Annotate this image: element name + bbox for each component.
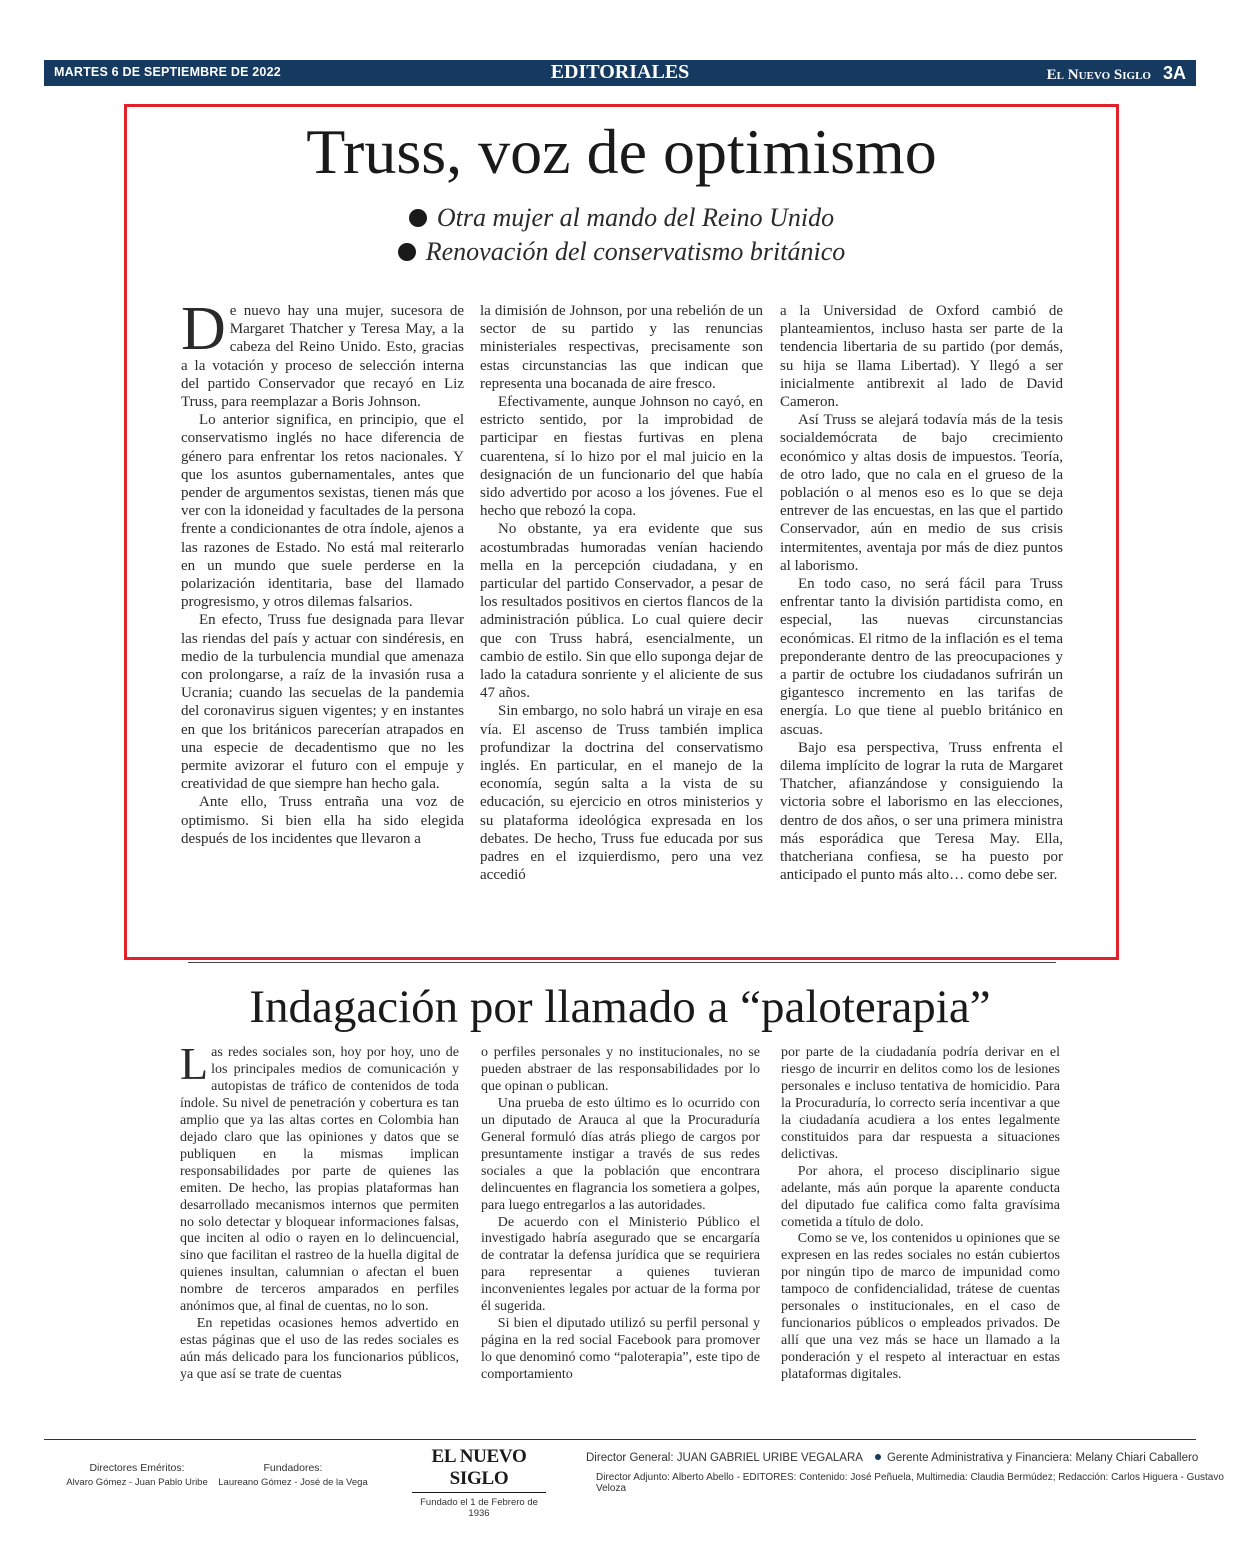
- paragraph: En efecto, Truss fue designada para llevar las riendas del país y actuar con sindéresis, en medio de la turbulencia mundial que amenaza con prolongarse, a raíz de la invasión rusa a Ucrania; cuando las secuelas de la pandemia del coronavirus siguen vigentes; y en instantes en que los británicos parecerían atrapados en una especie de decadentismo que no les permite avizorar el futuro con el empuje y creatividad de que siempre han hecho gala.: [181, 612, 464, 793]
- bullet-icon: [398, 243, 416, 261]
- paragraph: [181, 295, 464, 411]
- header-date: MARTES 6 DE SEPTIEMBRE DE 2022: [54, 65, 281, 79]
- paragraph: En todo caso, no será fácil para Truss enfrentar tanto la división partidista como, en especial, las nuevas circunstancias económicas. El ritmo de la inflación es el tema preponderante dentro de las preocupaciones y a partir de octubre los ciudadanos sufrirán un gigantesco incremento en las tarifas de energía. Lo que tiene al pueblo británico en ascuas.: [780, 576, 1063, 738]
- founders-label: Fundadores:: [263, 1462, 323, 1474]
- page-number: 3A: [1162, 63, 1186, 83]
- directors-names: Alvaro Gómez - Juan Pablo Uribe: [66, 1477, 208, 1488]
- second-article-column-3: [781, 1045, 1060, 1405]
- header-brand: El Nuevo Siglo: [1046, 67, 1151, 83]
- header-brand-group: [1047, 63, 1186, 84]
- manager: Gerente Administrativa y Financiera: Melany Chiari Caballero: [886, 1452, 1199, 1464]
- director-general: Director General: JUAN GABRIEL URIBE VEGALARA: [586, 1452, 863, 1464]
- paragraph: o perfiles personales y no institucionales, no se pueden abstraer de las responsabilidades por lo que opinan o publican.: [481, 1045, 760, 1094]
- second-article-column-2: [481, 1045, 760, 1405]
- editors-line: Director Adjunto: Alberto Abello - EDITORES: Contenido: José Peñuela, Multimedia: Claudia Bermúdez; Redacción: Carlos Higuera - Gustavo Veloza: [596, 1472, 1224, 1494]
- dropcap: D: [181, 295, 226, 363]
- editorial-title: Truss, voz de optimismo: [306, 116, 937, 187]
- founders-block: [218, 1462, 368, 1488]
- page-header-bar: [44, 60, 1196, 86]
- paragraph-text: as redes sociales son, hoy por hoy, uno de los principales medios de comunicación y autopistas de tráfico de contenidos de toda índole. Su nivel de penetración y cobertura es tan amplio que ya las altas cortes en Colombia han dejado claro que las opiniones y datos que se publiquen en la mismas implican responsabilidades por parte de quienes las emiten. De hecho, las propias plataformas han desarrollado mecanismos internos que permiten no solo detectar y bloquear informaciones falsas, que inciten al odio o rayen en lo delincuencial, sino que facilitan el rastreo de la huella digital de quienes insultan, calumnian o afectan el buen nombre de terceros amparados en perfiles anónimos que, al final de cuentas, no lo son.: [180, 1045, 459, 1315]
- paragraph: por parte de la ciudadanía podría derivar en el riesgo de incurrir en delitos como los de lesiones personales e incluso tentativa de homicidio. Para la Procuraduría, lo correcto sería incentivar a que la ciudadanía acudiera a los entes legalmente constituidos para dar respuesta a situaciones delictivas.: [781, 1045, 1060, 1162]
- paragraph: Sin embargo, no solo habrá un viraje en esa vía. El ascenso de Truss también implica profundizar la doctrina del conservatismo inglés. En particular, en el manejo de la economía, según salta a la vista de su educación, su ejercicio en otros ministerios y su plataforma ideológica expresada en los debates. De hecho, Truss fue educada por sus padres en el izquierdismo, pero una vez accedió: [480, 703, 763, 884]
- paragraph: Así Truss se alejará todavía más de la tesis socialdemócrata de bajo crecimiento económico y altas dosis de impuestos. Teoría, de otro lado, que no cala en el grueso de la población o al menos eso es lo que se deja entrever de las encuestas, en las que el partido Conservador, aún en medio de sus crisis intermitentes, aventaja por más de diez puntos al laborismo.: [780, 412, 1063, 574]
- editorial-column-2: [480, 302, 763, 942]
- paragraph: Lo anterior significa, en principio, que el conservatismo inglés no hace diferencia de género para enfrentar los retos nacionales. Y que los asuntos gubernamentales, antes que pender de argumentos sexistas, tienen más que ver con la idoneidad y facultades de la persona frente a condicionantes de otra índole, ajenos a las razones de Estado. No está mal reiterarlo en un mundo que suele perderse en la polarización identitaria, base del llamado progresismo, y otros dilemas falsarios.: [181, 412, 464, 611]
- paragraph: No obstante, ya era evidente que sus acostumbradas humoradas venían haciendo mella en la percepción ciudadana, y en particular del partido Conservador, a pesar de los resultados positivos en ciertos flancos de la administración pública. Lo cual quiere decir que con Truss habrá, esencialmente, un cambio de estilo. Sin que ello suponga dejar de lado la catadura sonriente y el aliciente de sus 47 años.: [480, 521, 763, 702]
- directors-label: Directores Eméritos:: [89, 1462, 185, 1474]
- paragraph: Efectivamente, aunque Johnson no cayó, en estricto sentido, por la improbidad de participar en fiestas furtivas en plena cuarentena, sí lo hizo por el mal juicio en la designación de un funcionario del que había sido advertido por acoso a los jóvenes. Fue el hecho que rebozó la copa.: [480, 394, 763, 520]
- paragraph: Ante ello, Truss entraña una voz de optimismo. Si bien ella ha sido elegida después de los incidentes que llevaron a: [181, 794, 464, 847]
- paragraph: Como se ve, los contenidos u opiniones que se expresen en las redes sociales no están cubiertos por ningún tipo de marco de impunidad como tampoco de confidencialidad, trátese de cuentas personales o institucionales, en el caso de funcionarios públicos o empleados privados. De allí que una vez más se hace un llamado a la ponderación y el respeto al interactuar en estas plataformas digitales.: [781, 1231, 1060, 1383]
- subtitle-text: Renovación del conservatismo británico: [425, 237, 846, 266]
- editorial-column-3: [780, 302, 1063, 942]
- paragraph: De acuerdo con el Ministerio Público el investigado habría asegurado que se encargaría de contratar la defensa jurídica que se requiriera para representar a quienes tuvieran inconvenientes legales por actuar de la forma por él sugerida.: [481, 1214, 760, 1315]
- editorial-subtitle-1: [124, 202, 1119, 234]
- divider: [188, 962, 1056, 963]
- directors-block: [62, 1462, 212, 1488]
- second-article-column-1: [180, 1038, 459, 1405]
- paragraph: Bajo esa perspectiva, Truss enfrenta el dilema implícito de lograr la ruta de Margaret Thatcher, afianzándose y consiguiendo la victoria sobre el laborismo en las elecciones, dentro de dos años, o ser una primera ministra más esporádica que Teresa May. Ella, thatcheriana confiesa, se ha puesto por anticipado el punto más alto… como debe ser.: [780, 739, 1063, 884]
- bullet-icon: [875, 1454, 881, 1460]
- founded-date: Fundado el 1 de Febrero de 1936: [420, 1497, 538, 1519]
- subtitle-text: Otra mujer al mando del Reino Unido: [436, 203, 835, 232]
- newspaper-logo: [412, 1446, 546, 1519]
- director-line: [586, 1452, 1198, 1464]
- editorial-subtitle-2: [124, 236, 1119, 268]
- paragraph: Si bien el diputado utilizó su perfil personal y página en la red social Facebook para promover lo que denominó como “paloterapia”, este tipo de comportamiento: [481, 1316, 760, 1383]
- section-title: EDITORIALES: [550, 61, 690, 83]
- editorial-column-1: [181, 295, 464, 942]
- paragraph: Una prueba de esto último es lo ocurrido con un diputado de Arauca al que la Procuraduría General formuló días atrás pliego de cargos por presuntamente instigar a través de sus redes sociales a que la población que encontrara delincuentes en flagrancia los sometiera a golpes, para luego entregarlos a las autoridades.: [481, 1095, 760, 1213]
- founders-names: Laureano Gómez - José de la Vega: [218, 1477, 368, 1488]
- paragraph-text: e nuevo hay una mujer, sucesora de Margaret Thatcher y Teresa May, a la cabeza del Reino Unido. Esto, gracias a la votación y proceso de selección interna del partido Conservador que recayó en Liz Truss, para reemplazar a Boris Johnson.: [181, 303, 464, 411]
- paragraph: Por ahora, el proceso disciplinario sigue adelante, más aún porque la aparente conducta del diputado fue califica como falta gravísima cometida a título de dolo.: [781, 1163, 1060, 1230]
- dropcap: L: [180, 1038, 209, 1089]
- logo-text: EL NUEVO SIGLO: [412, 1446, 546, 1493]
- second-article-title: Indagación por llamado a “paloterapia”: [249, 981, 991, 1033]
- footer-divider: [44, 1439, 1196, 1440]
- paragraph: En repetidas ocasiones hemos advertido en estas páginas que el uso de las redes sociales es aún más delicado para los funcionarios públicos, ya que así se trate de cuentas: [180, 1316, 459, 1383]
- paragraph: la dimisión de Johnson, por una rebelión de un sector de su partido y las renuncias ministeriales respectivas, precisamente son estas circunstancias las que indican que representa una bocanada de aire fresco.: [480, 303, 763, 392]
- paragraph: a la Universidad de Oxford cambió de planteamientos, incluso hasta ser parte de la tendencia libertaria de su partido (por demás, su hija se llama Libertad). Y llegó a ser inicialmente antibrexit al lado de David Cameron.: [780, 303, 1063, 411]
- paragraph: [180, 1038, 459, 1316]
- bullet-icon: [409, 209, 427, 227]
